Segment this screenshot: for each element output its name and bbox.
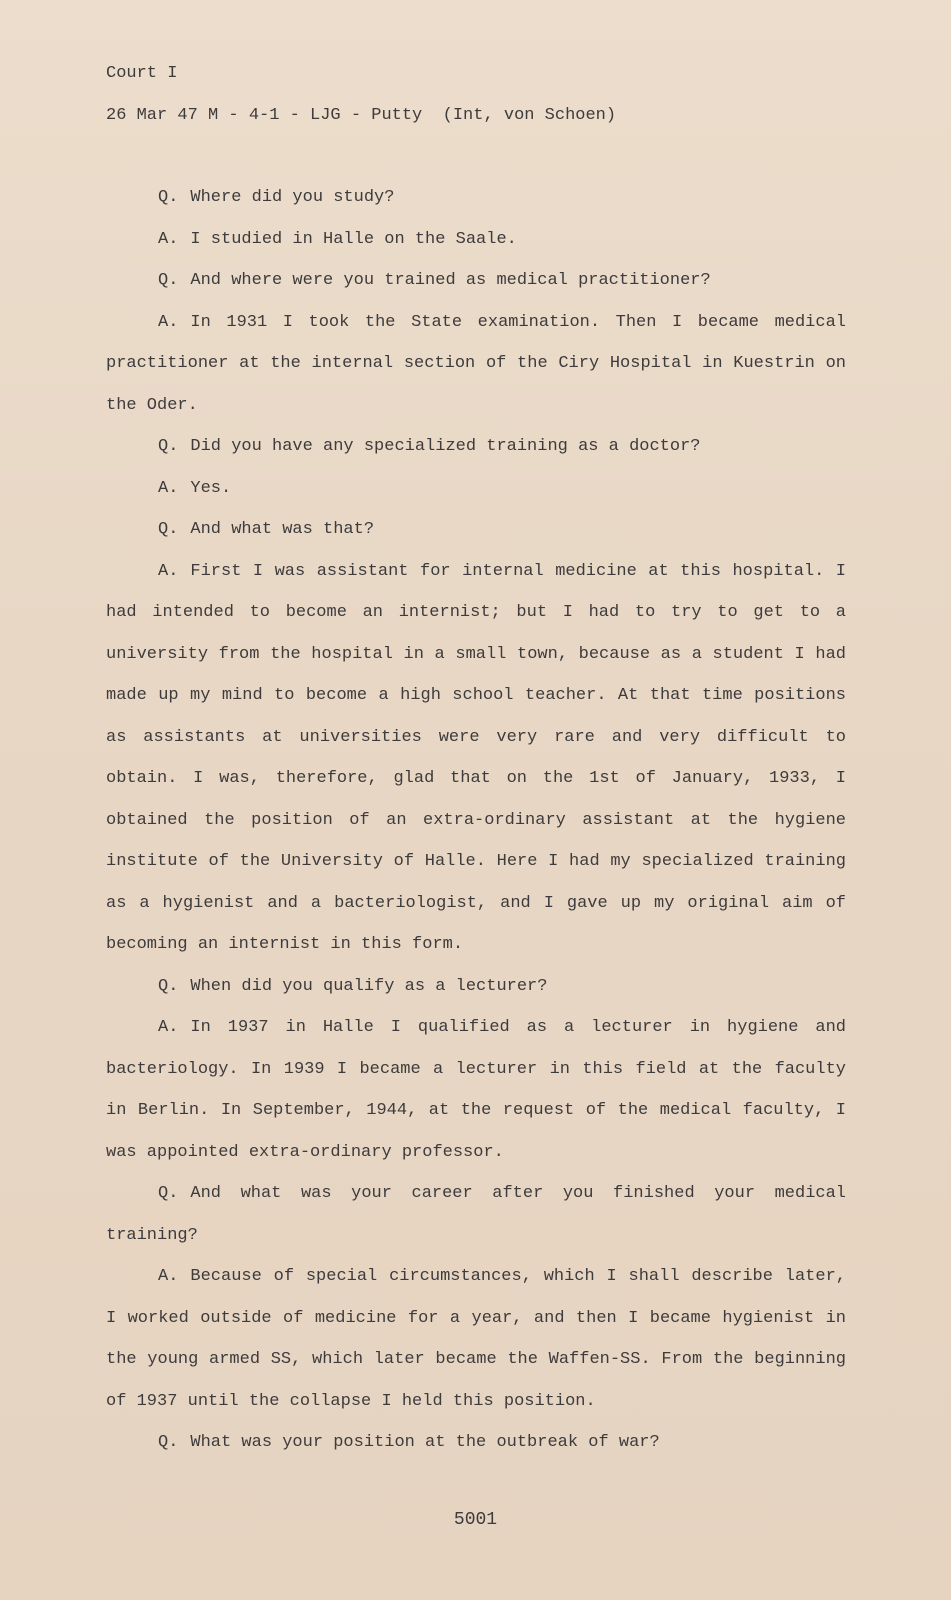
court-label: Court I xyxy=(106,64,178,83)
transcript-paragraph xyxy=(106,1422,846,1464)
paragraph-text: When did you qualify as a lecturer? xyxy=(190,976,548,996)
speaker-label: A. xyxy=(158,561,179,581)
paragraph-text: First I was assistant for internal medicine at this hospital. I had intended to become an internist; but I had to try to get to a university from the hospital in a small town, because as a student I had made up my mind to become a high school teacher. At that time positions as assistants at universities were very rare and very difficult to obtain. I was, therefore, glad that on the 1st of January, 1933, I obtained the position of an extra-ordinary assistant at the hygiene institute of the University of Halle. Here I had my specialized training as a hygienist and a bacteriologist, and I gave up my original aim of becoming an internist in this form. xyxy=(106,561,846,954)
speaker-label: A. xyxy=(158,229,179,249)
paragraph-text: Did you have any specialized training as a doctor? xyxy=(190,437,701,456)
speaker-label: Q. xyxy=(158,188,179,207)
speaker-label: Q. xyxy=(158,1433,179,1452)
speaker-label: A. xyxy=(158,478,179,498)
speaker-label: Q. xyxy=(158,437,179,456)
paragraph-text: Because of special circumstances, which I shall describe later, I worked outside of medicine for a year, and then I became hygienist in the young armed SS, which later became the Waffen-SS. From the beginning of 1937 until the collapse I held this position. xyxy=(106,1267,846,1411)
transcript-paragraph xyxy=(106,1173,846,1256)
transcript-body xyxy=(106,177,846,1464)
transcript-paragraph xyxy=(106,551,846,966)
speaker-label: Q. xyxy=(158,271,179,290)
transcript-paragraph xyxy=(106,1007,846,1173)
session-line: 26 Mar 47 M - 4-1 - LJG - Putty (Int, von Schoen) xyxy=(106,106,617,125)
paragraph-text: Yes. xyxy=(190,478,232,498)
page-number: 5001 xyxy=(453,1510,498,1530)
transcript-paragraph xyxy=(106,468,846,510)
speaker-label: Q. xyxy=(158,976,179,996)
transcript-paragraph xyxy=(106,260,846,302)
transcript-paragraph xyxy=(106,509,846,551)
paragraph-text: In 1937 in Halle I qualified as a lecturer in hygiene and bacteriology. In 1939 I became a lecturer in this field at the faculty in Berlin. In September, 1944, at the request of the medical faculty, I was appointed extra-ordinary professor. xyxy=(106,1018,846,1162)
speaker-label: Q. xyxy=(158,1184,179,1203)
transcript-paragraph xyxy=(106,302,846,427)
transcript-paragraph xyxy=(106,177,846,219)
paragraph-text: And what was your career after you finished your medical training? xyxy=(106,1184,846,1245)
paragraph-text: What was your position at the outbreak of war? xyxy=(190,1433,660,1452)
transcript-paragraph xyxy=(106,1256,846,1422)
speaker-label: Q. xyxy=(158,520,179,539)
transcript-paragraph xyxy=(106,966,846,1008)
transcript-paragraph xyxy=(106,219,846,261)
speaker-label: A. xyxy=(158,1267,179,1286)
speaker-label: A. xyxy=(158,312,179,332)
speaker-label: A. xyxy=(158,1018,179,1037)
paragraph-text: In 1931 I took the State examination. Then I became medical practitioner at the internal section of the Ciry Hospital in Kuestrin on the Oder. xyxy=(106,312,846,415)
transcript-paragraph xyxy=(106,426,846,468)
paragraph-text: And where were you trained as medical practitioner? xyxy=(190,271,711,290)
paragraph-text: I studied in Halle on the Saale. xyxy=(190,229,517,249)
paragraph-text: And what was that? xyxy=(190,520,375,539)
paragraph-text: Where did you study? xyxy=(190,188,395,207)
